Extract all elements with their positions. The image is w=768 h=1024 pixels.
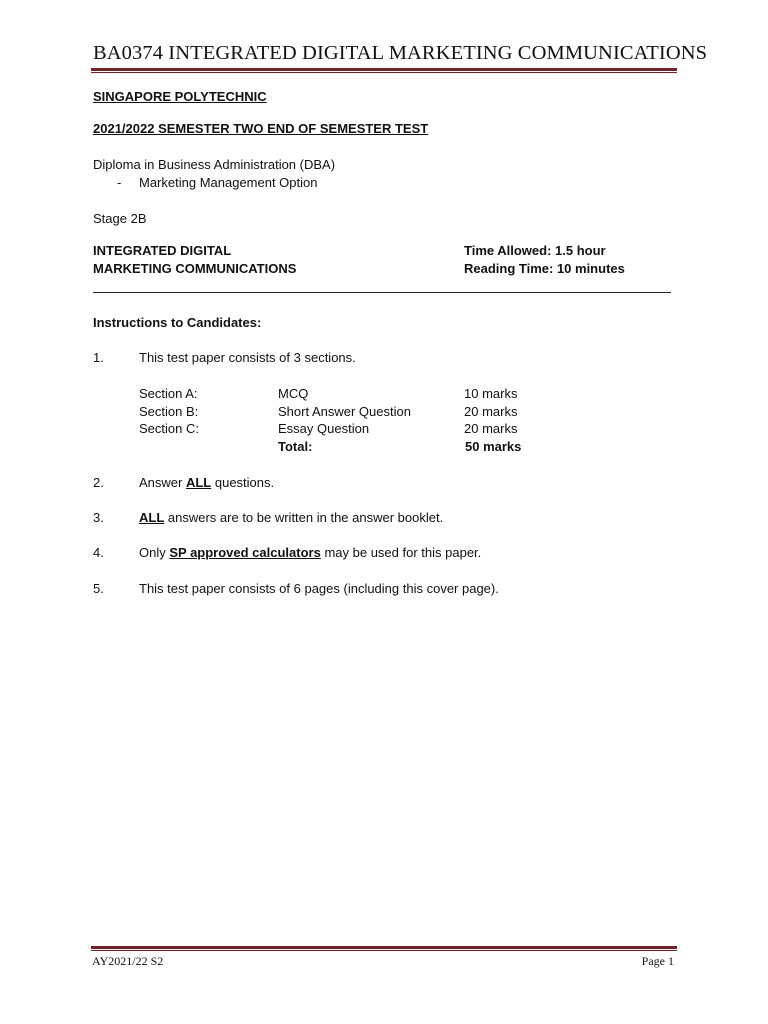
footer-rule: [91, 946, 677, 951]
section-type: Short Answer Question: [278, 404, 411, 419]
instruction-number: 3.: [93, 510, 104, 525]
instruction-number: 2.: [93, 475, 104, 490]
section-marks: 10 marks: [464, 386, 518, 401]
section-label: Section A:: [139, 386, 198, 401]
subject-line-2: MARKETING COMMUNICATIONS: [93, 261, 297, 276]
instruction-text: This test paper consists of 6 pages (including this cover page).: [139, 581, 499, 596]
instruction-number: 5.: [93, 581, 104, 596]
section-marks: 20 marks: [464, 404, 518, 419]
total-label: Total:: [278, 439, 313, 454]
time-allowed: Time Allowed: 1.5 hour: [464, 243, 606, 258]
instruction-number: 4.: [93, 545, 104, 560]
instruction-text: ALL answers are to be written in the answer booklet.: [139, 510, 444, 525]
test-title: 2021/2022 SEMESTER TWO END OF SEMESTER TEST: [93, 121, 429, 136]
emphasis: ALL: [185, 475, 212, 490]
footer-academic-year: AY2021/22 S2: [92, 954, 164, 968]
header-rule: [91, 68, 677, 73]
instruction-text: This test paper consists of 3 sections.: [139, 350, 356, 365]
section-type: MCQ: [278, 386, 309, 401]
emphasis: SP approved calculators: [169, 545, 321, 560]
option-dash: -: [117, 175, 122, 190]
instruction-text: Answer ALL questions.: [139, 475, 275, 490]
section-label: Section C:: [139, 421, 199, 436]
page-header-title: BA0374 INTEGRATED DIGITAL MARKETING COMMUNICATIONS: [93, 42, 708, 64]
diploma-name: Diploma in Business Administration (DBA): [93, 157, 336, 172]
instruction-text: Only SP approved calculators may be used for this paper.: [139, 545, 482, 560]
stage-label: Stage 2B: [93, 211, 147, 226]
section-type: Essay Question: [278, 421, 370, 436]
footer-page-number: Page 1: [641, 954, 674, 968]
institution-name: SINGAPORE POLYTECHNIC: [93, 89, 267, 104]
total-marks: 50 marks: [465, 439, 522, 454]
option-name: Marketing Management Option: [139, 175, 318, 190]
section-marks: 20 marks: [464, 421, 518, 436]
instruction-number: 1.: [93, 350, 104, 365]
subject-line-1: INTEGRATED DIGITAL: [93, 243, 232, 258]
separator-line: [93, 292, 671, 293]
emphasis: ALL: [139, 510, 165, 525]
instructions-heading: Instructions to Candidates:: [93, 315, 262, 330]
section-label: Section B:: [139, 404, 199, 419]
reading-time: Reading Time: 10 minutes: [464, 261, 625, 276]
